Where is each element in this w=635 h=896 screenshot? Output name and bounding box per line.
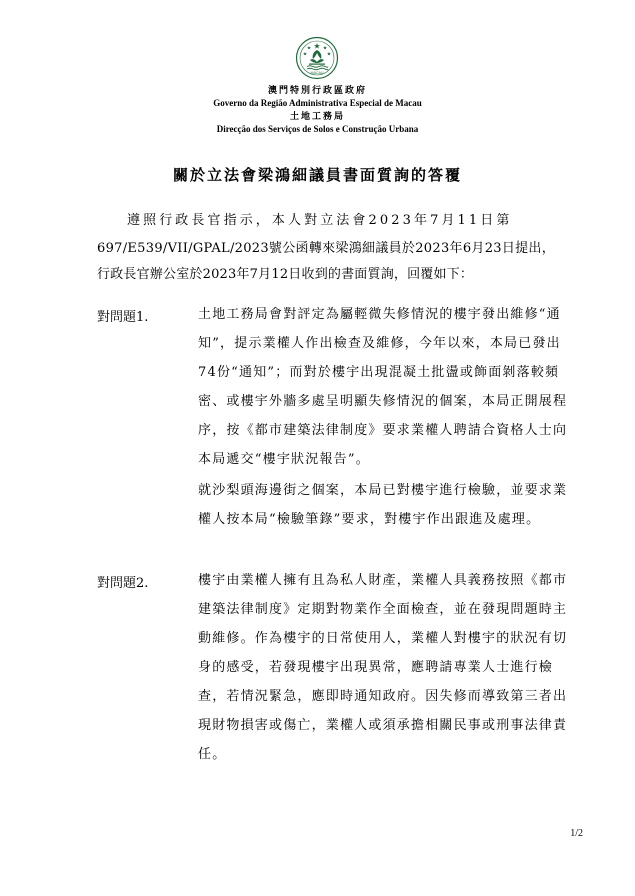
text-line: 建築法律制度》定期對物業作全面檢查，並在發現問題時主 (198, 602, 568, 617)
department-name-pt: Direcção dos Serviços de Solos e Construção Urbana (216, 124, 419, 134)
macau-emblem-icon (295, 36, 339, 80)
government-name-pt: Governo da Região Administrativa Especial de Macau (213, 98, 422, 108)
text-line: 現財物損害或傷亡，業權人或須承擔相關民事或刑事法律責 (198, 718, 568, 733)
page-number: 1/2 (570, 828, 583, 839)
emblem-text: MACAU (310, 70, 324, 75)
department-name-zh: 土地工務局 (289, 111, 345, 121)
text-line: 74份“通知”；而對於樓宇出現混凝土批盪或飾面剝落較頻 (198, 365, 560, 380)
intro-line-2: 697/E539/VII/GPAL/2023號公函轉來梁鴻細議員於2023年6月23日提出， (97, 241, 556, 256)
text-line: 權人按本局“檢驗筆錄”要求，對樓宇作出跟進及處理。 (198, 512, 541, 527)
text-line: 本局遞交“樓宇狀況報告”。 (198, 452, 370, 467)
letterhead (0, 84, 635, 136)
text-line: 序，按《都市建築法律制度》要求業權人聘請合資格人士向 (198, 423, 568, 438)
text-line: 就沙梨頭海邊街之個案，本局已對樓宇進行檢驗，並要求業 (198, 483, 568, 498)
question-1-label: 對問題1. (97, 310, 149, 325)
text-line: 密、或樓宇外牆多處呈明顯失修情況的個案，本局正開展程 (198, 394, 568, 409)
text-line: 土地工務局會對評定為屬輕微失修情況的樓宇發出維修“通 (198, 307, 561, 322)
intro-line-1: 遵照行政長官指示，本人對立法會2023年7月11日第 (127, 213, 513, 228)
answer-1-paragraph-1 (198, 300, 591, 474)
text-line: 任。 (198, 747, 227, 762)
question-2-label: 對問題2. (97, 576, 149, 591)
answer-2-paragraph-1 (198, 566, 591, 769)
text-line: 查，若情況緊急，應即時通知政府。因失修而導致第三者出 (198, 689, 568, 704)
text-line: 知”，提示業權人作出檢查及維修，今年以來，本局已發出 (198, 336, 561, 351)
text-line: 身的感受，若發現樓宇出現異常，應聘請專業人士進行檢 (198, 660, 554, 675)
answer-1-paragraph-2 (198, 476, 591, 534)
text-line: 樓宇由業權人擁有且為私人財產，業權人具義務按照《都市 (198, 573, 568, 588)
text-line: 動維修。作為樓宇的日常使用人，業權人對樓宇的狀況有切 (198, 631, 568, 646)
document-title: 關於立法會梁鴻細議員書面質詢的答覆 (172, 166, 462, 184)
government-name-zh: 澳門特別行政區政府 (267, 85, 367, 95)
intro-line-3: 行政長官辦公室於2023年7月12日收到的書面質詢，回覆如下： (97, 267, 474, 282)
